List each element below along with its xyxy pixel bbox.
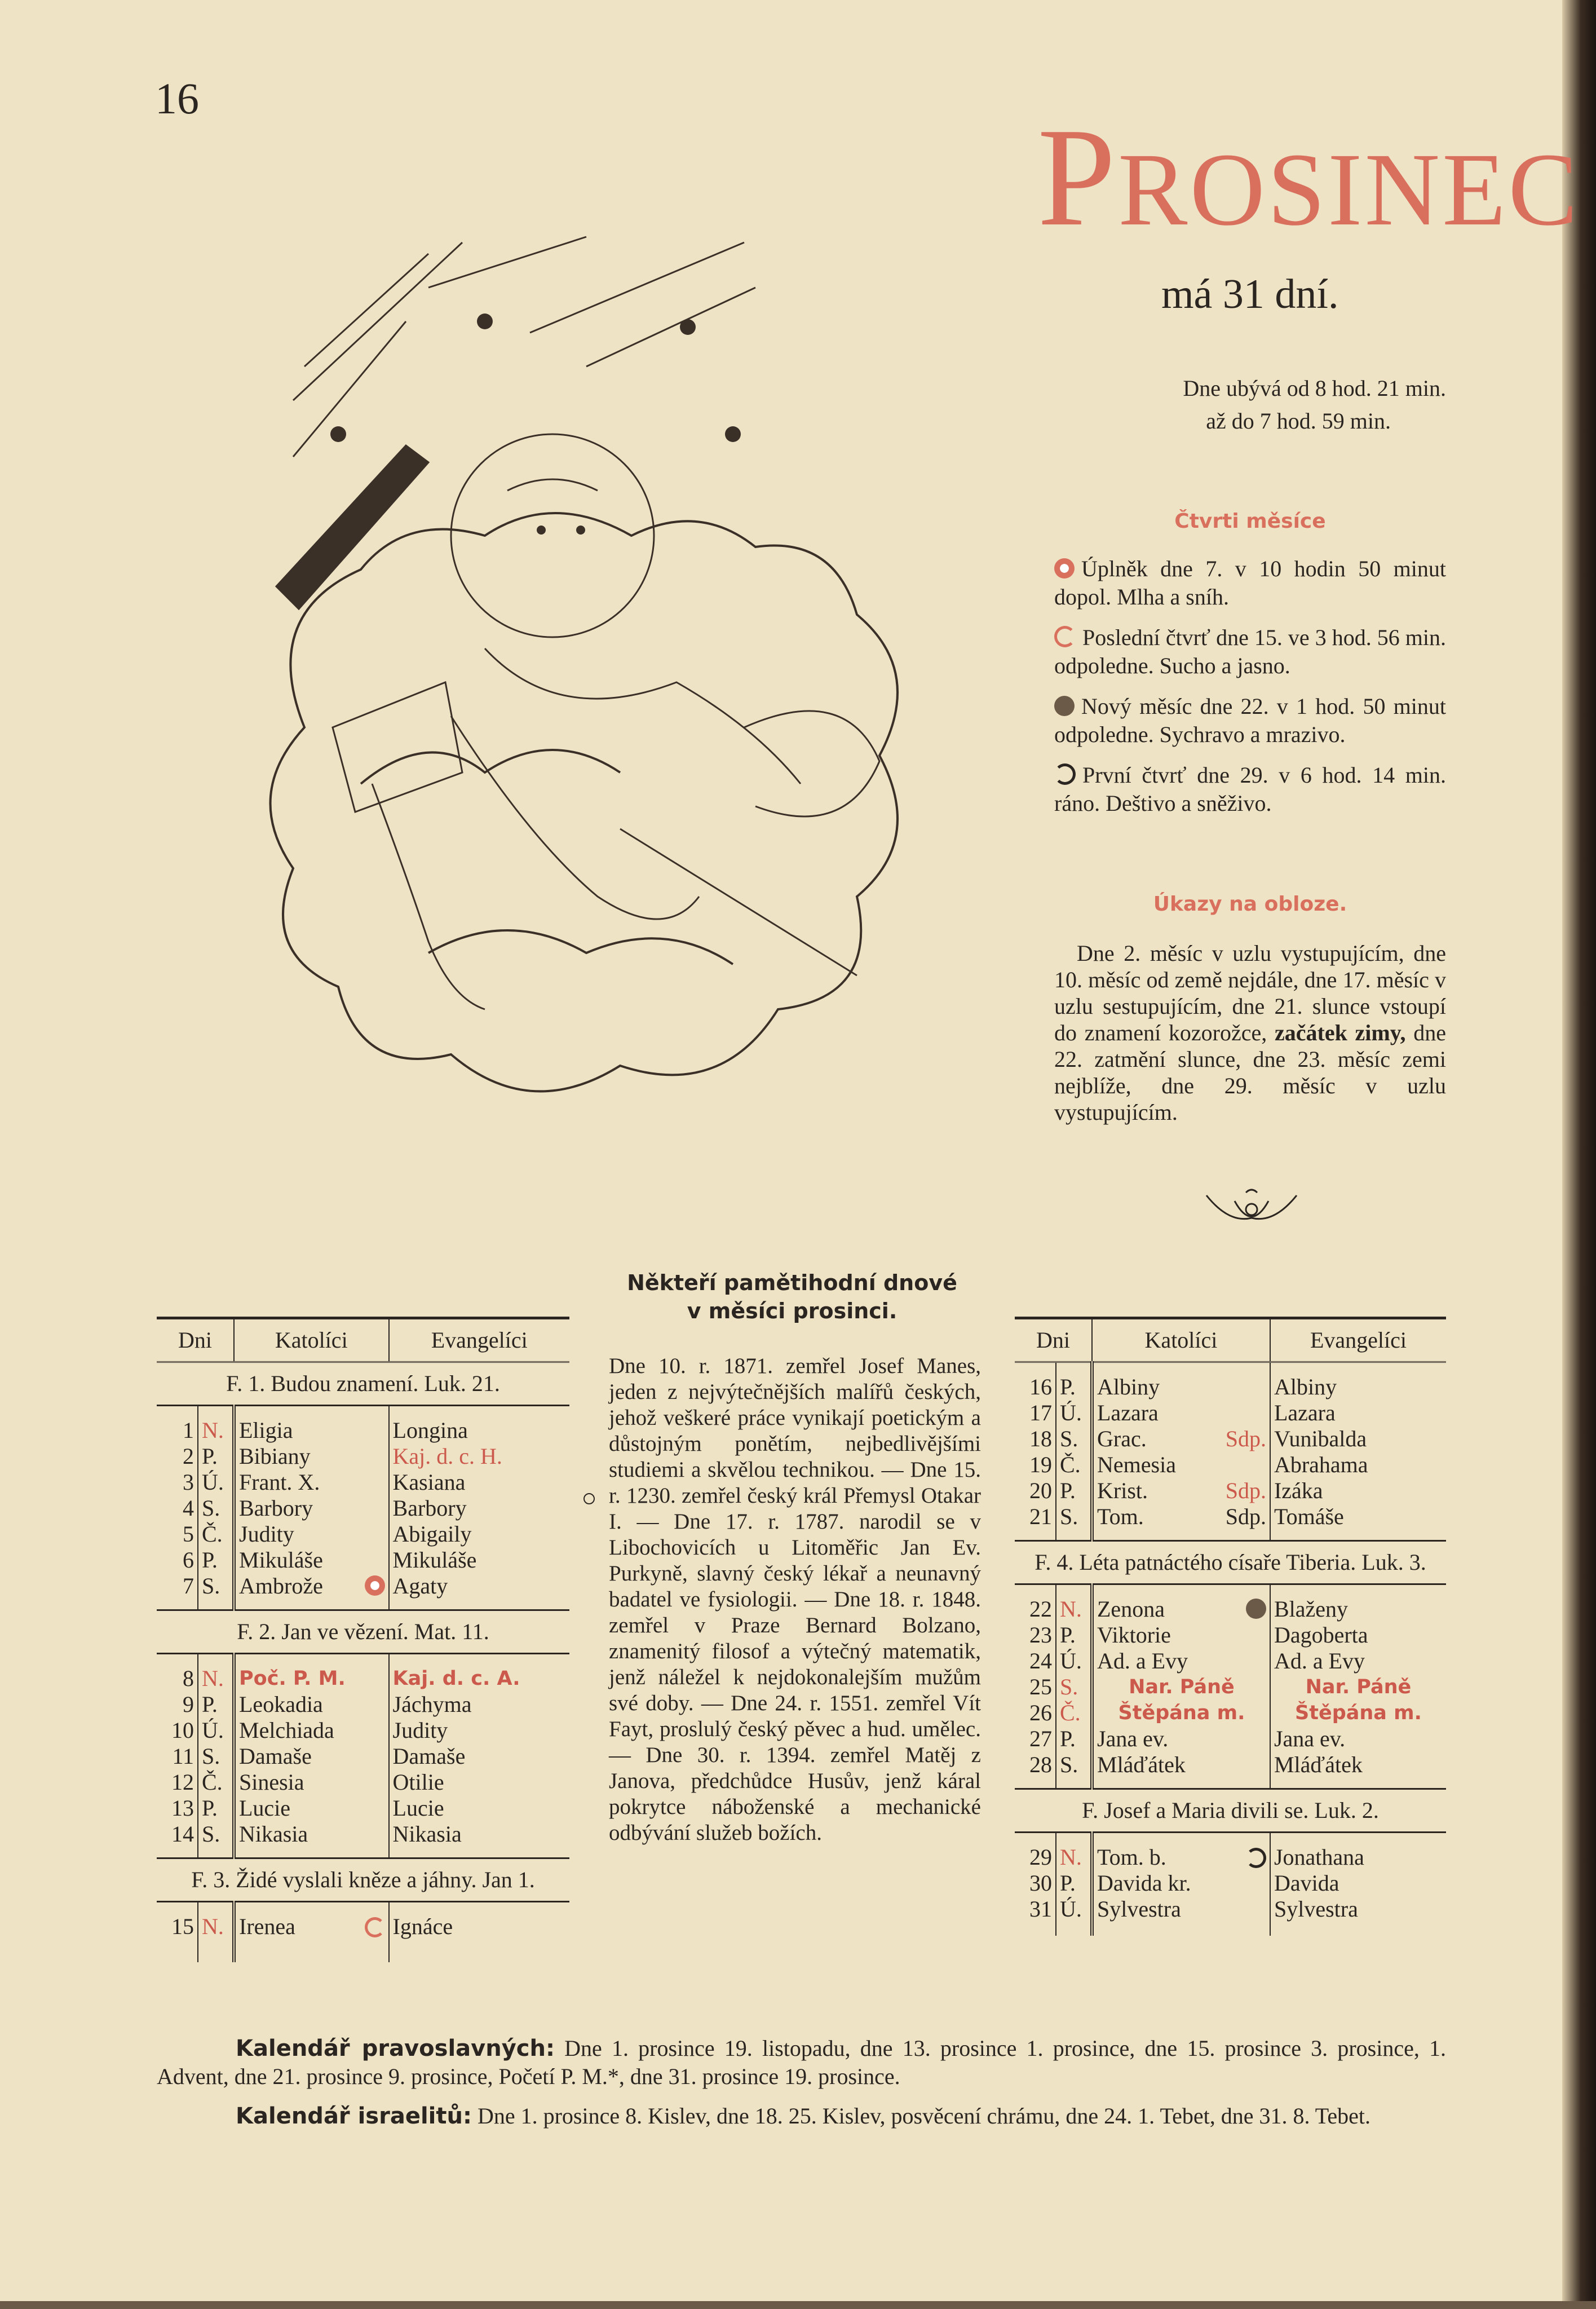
table-row: 26 Č. Štěpána m. Štěpána m. <box>1029 1700 1422 1725</box>
table-row: 2 P. Bibiany Kaj. d. c. H. <box>183 1443 502 1469</box>
day-length-line2: až do 7 hod. 59 min. <box>1206 408 1391 434</box>
sky-text: Dne 2. měsíc v uzlu vystupujícím, dne 10. měsíc od země nejdále, dne 17. měsíc v uzlu sestupujícím, dne 21. slunce vstoupí do znamení kozorožce, začátek zimy, dne 22. zatmění slunce, dne 23. měsíc zemi nejblíže, dne 29. měsíc v uzlu vystupujícím. <box>1054 941 1446 1125</box>
table-row: 5 Č. Judity Abigaily <box>183 1521 472 1547</box>
day-length-line1: Dne ubývá od 8 hod. 21 min. <box>1183 376 1446 401</box>
moon-phases <box>1054 507 1446 830</box>
table-row: 31 Ú. Sylvestra Sylvestra <box>1029 1896 1358 1922</box>
full-moon-icon <box>1054 558 1075 579</box>
table-row: 18 S. Grac. Sdp. Vunibalda <box>1029 1426 1367 1451</box>
moon-phases-heading: Čtvrti měsíce <box>1174 510 1326 533</box>
table-row: 22 N. Zenona Blaženy <box>1029 1596 1349 1622</box>
moon-phase-text: Úplněk dne 7. v 10 hodin 50 minut dopol. Mlha a sníh. <box>1054 556 1446 610</box>
table-row: 30 P. Davida kr. Davida <box>1029 1870 1339 1896</box>
first-quarter-icon <box>1246 1848 1266 1868</box>
moon-phase-text: Nový měsíc dne 22. v 1 hod. 50 minut odpoledne. Sychravo a mrazivo. <box>1054 694 1446 747</box>
sky-heading: Úkazy na obloze. <box>1153 893 1347 916</box>
gospel-reading: F. 4. Léta patnáctého císaře Tiberia. Luk. 3. <box>1015 1541 1446 1584</box>
memorial-title: Někteří pamětihodní dnové v měsíci prosinci. <box>627 1270 957 1323</box>
moon-phase-entry <box>1054 555 1446 611</box>
new-moon-icon <box>1054 696 1075 716</box>
header-katolici: Katolíci <box>1092 1318 1270 1362</box>
month-days: má 31 dní. <box>1161 271 1339 317</box>
header-evangelici: Evangelíci <box>389 1318 569 1362</box>
table-row: 23 P. Viktorie Dagoberta <box>1029 1622 1368 1648</box>
ornament-icon <box>1201 1184 1302 1235</box>
header-dni: Dni <box>1015 1318 1092 1362</box>
last-quarter-icon <box>365 1917 385 1937</box>
table-row: 19 Č. Nemesia Abrahama <box>1029 1452 1368 1477</box>
table-row: 17 Ú. Lazara Lazara <box>1029 1400 1336 1425</box>
month-title-rest: ROSINEC <box>1118 132 1580 248</box>
memorial-text: Dne 10. r. 1871. zemřel Josef Manes, jeden z nejvýtečnějších malířů českých, jehož veškeré práce vynikají poetickým a důstojným ponětím, nejbedlivějšími studiemi a skvělou technikou. — Dne 15. r. 1230. zemřel český král Přemysl Otakar I. — Dne 17. r. 1787. narodil se v Libochovicích u Litoměřic Jan Ev. Purkyně, slavný český lékař a neunavný badatel ve fysiologii. — Dne 18. r. 1848. zemřel v Praze Bernard Bolzano, znamenitý filosof a výtečný matematik, jenž náležel k nejdokonalejším mužům své doby. — Dne 24. r. 1551. zemřel Vít Fayt, proslulý český pěvec a hud. umělec. — Dne 30. r. 1394. zemřel Matěj z Janova, předchůdce Husův, jenž káral pokrytce náboženské a mechanické odbývání služeb božích. <box>609 1354 981 1845</box>
month-title-initial: P <box>1037 99 1118 255</box>
full-moon-icon <box>365 1575 385 1596</box>
last-quarter-icon <box>1054 626 1076 647</box>
month-title <box>1037 99 1580 255</box>
table-row: 10 Ú. Melchiada Judity <box>171 1718 448 1743</box>
gospel-reading: F. Josef a Maria divili se. Luk. 2. <box>1015 1789 1446 1833</box>
moon-phase-entry <box>1054 761 1446 818</box>
moon-phase-entry <box>1054 624 1446 680</box>
orthodox-calendar-note: Kalendář pravoslavných: Dne 1. prosince 19. listopadu, dne 13. prosince 1. prosince, dne 15. prosince 3. prosince, 1. Advent, dne 21. prosince 9. prosince, Početí P. M.*, dne 31. prosince 19. prosince. <box>157 2036 1446 2089</box>
calendar-table-right <box>1015 1317 1446 1936</box>
table-row: 3 Ú. Frant. X. Kasiana <box>183 1469 466 1495</box>
table-row: 15 N. Irenea Ignáce <box>171 1914 453 1939</box>
table-row: 21 S. Tom. Sdp. Tomáše <box>1015 1504 1446 1541</box>
table-row: 8 N. Poč. P. M. Kaj. d. c. A. <box>183 1666 520 1691</box>
table-row: 11 S. Damaše Damaše <box>172 1743 466 1769</box>
small-circle-mark <box>583 1493 595 1504</box>
moon-phase-entry <box>1054 692 1446 749</box>
table-row: 9 P. Leokadia Jáchyma <box>183 1692 472 1717</box>
table-row: 7 S. Ambrože Agaty <box>157 1573 569 1610</box>
header-katolici: Katolíci <box>234 1318 389 1362</box>
first-quarter-icon <box>1054 763 1076 785</box>
page-bottom-edge <box>0 2301 1596 2309</box>
table-row: 6 P. Mikuláše Mikuláše <box>183 1547 477 1573</box>
table-row: 12 Č. Sinesia Otilie <box>171 1769 444 1795</box>
new-moon-icon <box>1246 1599 1266 1619</box>
table-row: 29 N. Tom. b. Jonathana <box>1029 1844 1364 1870</box>
sky-phenomena <box>1054 891 1446 1125</box>
gospel-reading: F. 3. Židé vyslali kněze a jáhny. Jan 1. <box>157 1858 569 1902</box>
table-row: 14 S. Nikasia Nikasia <box>157 1821 569 1858</box>
table-row: 13 P. Lucie Lucie <box>171 1795 444 1821</box>
page-number: 16 <box>155 74 199 123</box>
table-row: 16 P. Albiny Albiny <box>1029 1374 1337 1399</box>
table-row: 27 P. Jana ev. Jana ev. <box>1029 1726 1346 1751</box>
table-row: 28 S. Mláďátek Mláďátek <box>1015 1752 1446 1789</box>
cherub-illustration <box>192 220 958 1167</box>
header-dni: Dni <box>157 1318 234 1362</box>
table-row: 1 N. Eligia Longina <box>183 1418 468 1443</box>
table-row: 4 S. Barbory Barbory <box>183 1495 467 1521</box>
moon-phase-text: První čtvrť dne 29. v 6 hod. 14 min. ráno. Deštivo a sněživo. <box>1054 762 1446 816</box>
day-length <box>1051 372 1446 438</box>
gospel-reading: F. 1. Budou znamení. Luk. 21. <box>157 1362 569 1406</box>
moon-phase-text: Poslední čtvrť dne 15. ve 3 hod. 56 min. odpoledne. Sucho a jasno. <box>1054 625 1446 678</box>
israelite-calendar-note: Kalendář israelitů: Dne 1. prosince 8. Kislev, dne 18. 25. Kislev, posvěcení chrámu, dne 24. 1. Tebet, dne 31. 8. Tebet. <box>236 2103 1371 2129</box>
table-row: 20 P. Krist. Sdp. Izáka <box>1029 1478 1323 1503</box>
header-evangelici: Evangelíci <box>1270 1318 1446 1362</box>
calendar-table-left <box>157 1317 569 1962</box>
book-edge <box>1562 0 1596 2309</box>
table-row: 25 S. Nar. Páně Nar. Páně <box>1029 1674 1412 1699</box>
gospel-reading: F. 2. Jan ve vězení. Mat. 11. <box>157 1610 569 1654</box>
table-row: 24 Ú. Ad. a Evy Ad. a Evy <box>1029 1648 1365 1674</box>
